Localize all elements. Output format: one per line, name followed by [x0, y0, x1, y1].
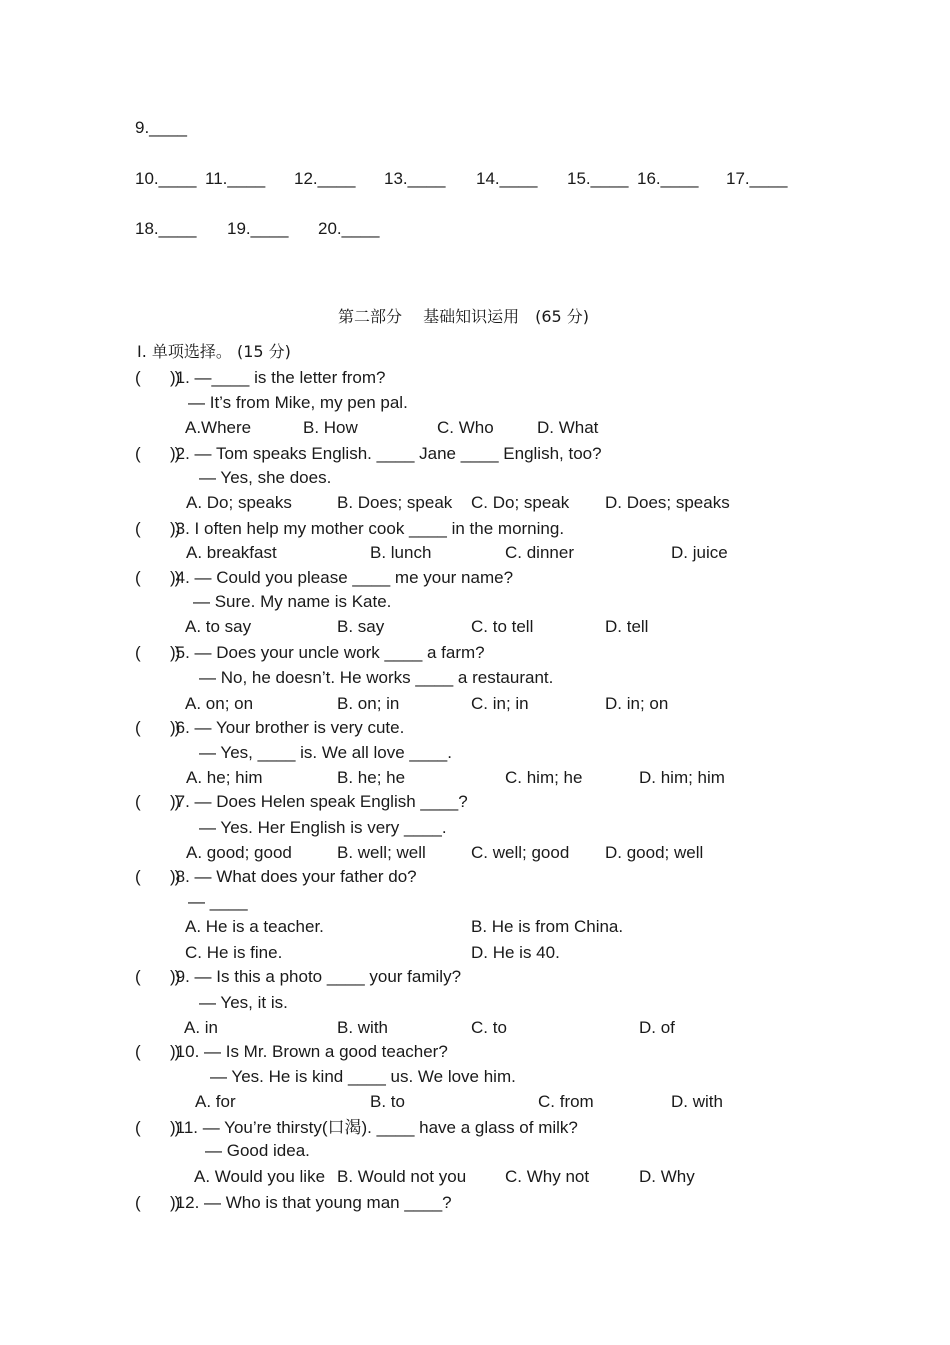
question-bracket[interactable]: ( )	[135, 368, 181, 387]
answer-blank-10: 10.____	[135, 169, 197, 188]
answer-blank-9: 9.____	[135, 118, 187, 137]
question-reply: — Sure. My name is Kate.	[193, 592, 392, 611]
option-b: B. lunch	[370, 543, 432, 562]
option-b: B. Would not you	[337, 1167, 467, 1186]
option-c: C. him; he	[505, 768, 583, 787]
question-bracket[interactable]: ( )	[135, 718, 181, 737]
option-a: A. He is a teacher.	[185, 917, 324, 936]
option-b: B. He is from China.	[471, 917, 624, 936]
option-d: D. in; on	[605, 694, 669, 713]
option-c: C. Do; speak	[471, 493, 570, 512]
answer-blank-17: 17.____	[726, 169, 788, 188]
question-stem: )8. — What does your father do?	[170, 867, 417, 886]
question-stem: )3. I often help my mother cook ____ in the morning.	[170, 519, 565, 538]
question-reply: — No, he doesn’t. He works ____ a restaurant.	[199, 668, 554, 687]
option-c: C. He is fine.	[185, 943, 283, 962]
question-bracket[interactable]: ( )	[135, 444, 181, 463]
question-reply: — Yes. Her English is very ____.	[199, 818, 447, 837]
answer-blank-19: 19.____	[227, 219, 289, 238]
option-c: C. Who	[437, 418, 494, 437]
option-c: C. Why not	[505, 1167, 590, 1186]
option-a: A. to say	[185, 617, 252, 636]
answer-blank-11: 11.____	[205, 169, 266, 188]
question-bracket[interactable]: ( )	[135, 1118, 181, 1137]
answer-blank-18: 18.____	[135, 219, 197, 238]
option-d: D. juice	[671, 543, 728, 562]
option-b: B. to	[370, 1092, 405, 1111]
option-b: B. How	[303, 418, 358, 437]
question-reply: — Yes, ____ is. We all love ____.	[199, 743, 452, 762]
question-stem: )10. — Is Mr. Brown a good teacher?	[170, 1042, 448, 1061]
option-c: C. well; good	[471, 843, 570, 862]
option-c: C. to tell	[471, 617, 534, 636]
question-stem: )6. — Your brother is very cute.	[170, 718, 405, 737]
question-stem: )11. — You’re thirsty(口渴). ____ have a glass of milk?	[170, 1118, 578, 1137]
option-a: A. Would you like	[194, 1167, 326, 1186]
question-stem: )2. — Tom speaks English. ____ Jane ____ English, too?	[170, 444, 602, 463]
option-a: A. good; good	[186, 843, 292, 862]
option-a: A.Where	[185, 418, 252, 437]
question-bracket[interactable]: ( )	[135, 1042, 181, 1061]
question-reply: — ____	[188, 892, 248, 911]
option-d: D. him; him	[639, 768, 725, 787]
question-bracket[interactable]: ( )	[135, 643, 181, 662]
question-reply: — Yes, it is.	[199, 993, 288, 1012]
question-bracket[interactable]: ( )	[135, 568, 181, 587]
option-d: D. with	[671, 1092, 723, 1111]
question-reply: — It’s from Mike, my pen pal.	[188, 393, 408, 412]
option-a: A. in	[184, 1018, 219, 1037]
question-bracket[interactable]: ( )	[135, 1193, 181, 1212]
option-a: A. breakfast	[186, 543, 277, 562]
option-c: C. to	[471, 1018, 507, 1037]
option-d: D. What	[537, 418, 599, 437]
question-bracket[interactable]: ( )	[135, 967, 181, 986]
option-d: D. He is 40.	[471, 943, 560, 962]
question-stem: )5. — Does your uncle work ____ a farm?	[170, 643, 485, 662]
question-stem: )4. — Could you please ____ me your name?	[170, 568, 514, 587]
question-reply: — Good idea.	[205, 1141, 310, 1160]
answer-blank-15: 15.____	[567, 169, 629, 188]
option-b: B. on; in	[337, 694, 400, 713]
option-d: D. tell	[605, 617, 649, 636]
question-bracket[interactable]: ( )	[135, 867, 181, 886]
option-d: D. good; well	[605, 843, 704, 862]
answer-blank-12: 12.____	[294, 169, 356, 188]
option-b: B. with	[337, 1018, 389, 1037]
option-a: A. for	[195, 1092, 236, 1111]
option-c: C. in; in	[471, 694, 529, 713]
option-a: A. he; him	[186, 768, 263, 787]
option-d: D. Does; speaks	[605, 493, 730, 512]
option-a: A. on; on	[185, 694, 254, 713]
question-reply: — Yes. He is kind ____ us. We love him.	[210, 1067, 516, 1086]
question-bracket[interactable]: ( )	[135, 519, 181, 538]
question-reply: — Yes, she does.	[199, 468, 332, 487]
question-stem: )1. —____ is the letter from?	[170, 368, 386, 387]
option-d: D. of	[639, 1018, 675, 1037]
answer-blank-13: 13.____	[384, 169, 446, 188]
part-title: 第二部分 基础知识运用 (65 分)	[338, 307, 590, 326]
question-stem: )7. — Does Helen speak English ____?	[170, 792, 468, 811]
question-stem: )9. — Is this a photo ____ your family?	[170, 967, 462, 986]
option-a: A. Do; speaks	[186, 493, 292, 512]
answer-blank-16: 16.____	[637, 169, 699, 188]
option-b: B. well; well	[337, 843, 426, 862]
option-c: C. dinner	[505, 543, 574, 562]
answer-blank-20: 20.____	[318, 219, 380, 238]
option-b: B. he; he	[337, 768, 406, 787]
option-b: B. say	[337, 617, 385, 636]
section-title: Ⅰ. 单项选择。 (15 分)	[137, 342, 291, 361]
option-c: C. from	[538, 1092, 594, 1111]
option-b: B. Does; speak	[337, 493, 453, 512]
question-stem: )12. — Who is that young man ____?	[170, 1193, 452, 1212]
option-d: D. Why	[639, 1167, 695, 1186]
question-bracket[interactable]: ( )	[135, 792, 181, 811]
answer-blank-14: 14.____	[476, 169, 538, 188]
